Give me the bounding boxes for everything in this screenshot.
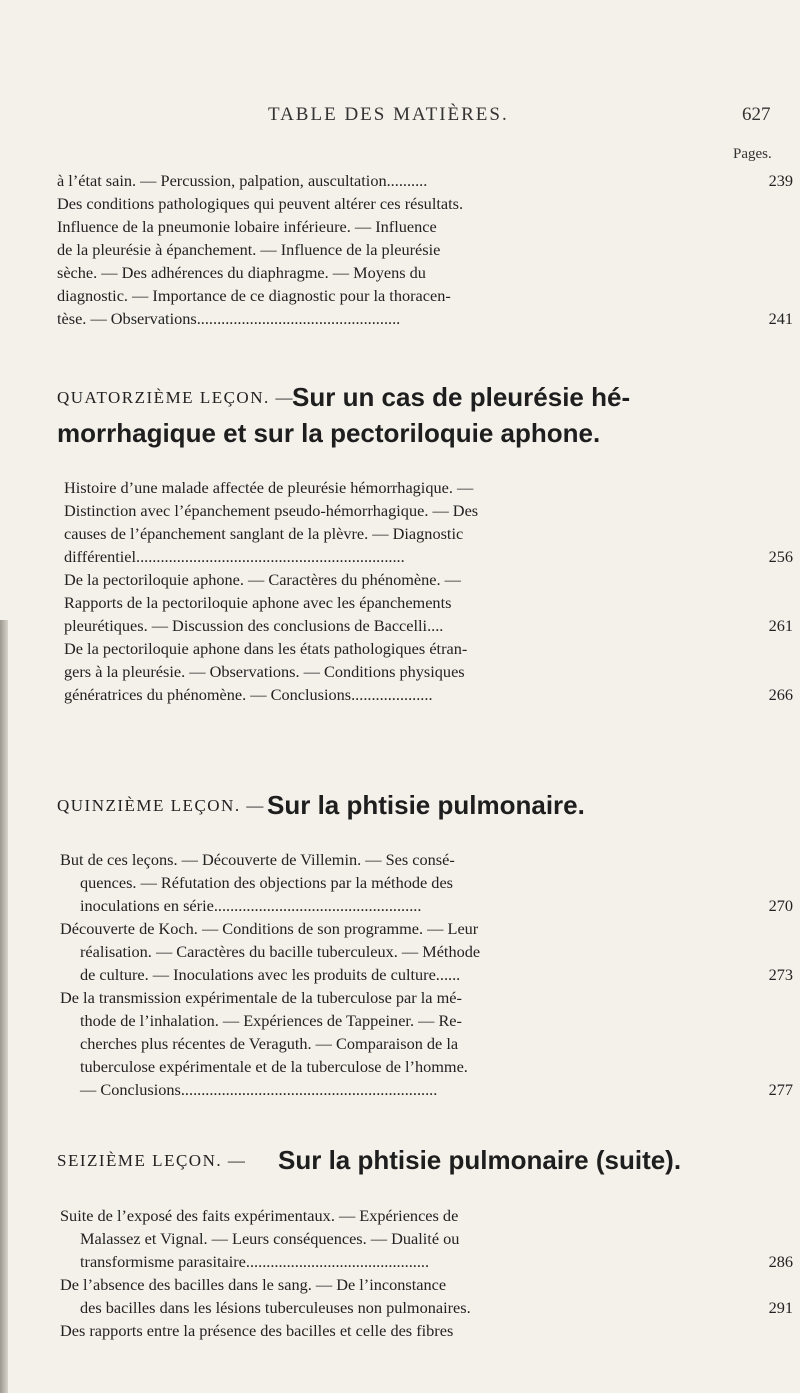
toc-line-text: But de ces leçons. — Découverte de Villemin. — Ses consé- (60, 850, 455, 869)
lesson-heading-15 (0, 790, 800, 826)
toc-line (0, 522, 800, 545)
toc-line (0, 1078, 800, 1101)
lesson-heading-16 (0, 1145, 800, 1181)
toc-line (0, 1250, 800, 1273)
toc-line (0, 1227, 800, 1250)
toc-line-text: De la pectoriloquie aphone. — Caractères du phénomène. — (64, 570, 461, 589)
toc-line-text: tuberculose expérimentale et de la tuberculose de l’homme. (80, 1057, 468, 1076)
lesson-title-continued: morrhagique et sur la pectoriloquie aphone. (57, 418, 601, 448)
toc-line (0, 568, 800, 591)
lesson-heading-14 (0, 382, 800, 454)
toc-line (0, 848, 800, 871)
toc-page-ref: 286 (768, 1252, 793, 1271)
toc-line-text: pleurétiques. — Discussion des conclusions de Baccelli.... (64, 616, 444, 635)
toc-page-ref: 270 (768, 896, 793, 915)
toc-page-ref: 239 (768, 171, 793, 190)
toc-line-text: de culture. — Inoculations avec les produits de culture...... (80, 965, 461, 984)
toc-line-text: cherches plus récentes de Veraguth. — Comparaison de la (80, 1034, 459, 1053)
toc-line-text: différentiel.................................................................. (64, 547, 405, 566)
toc-line (0, 660, 800, 683)
toc-line-text: génératrices du phénomène. — Conclusions.................... (64, 685, 433, 704)
lesson-16-entries (0, 1204, 800, 1342)
toc-line-text: Rapports de la pectoriloquie aphone avec les épanchements (64, 593, 452, 612)
toc-line-text: des bacilles dans les lésions tuberculeuses non pulmonaires. (80, 1298, 471, 1317)
toc-line (0, 476, 800, 499)
toc-line (0, 683, 800, 706)
toc-line (0, 499, 800, 522)
lesson-number: QUATORZIÈME LEÇON. — (57, 388, 294, 407)
lesson-number: SEIZIÈME LEÇON. — (57, 1151, 247, 1170)
toc-line (0, 169, 800, 192)
lesson-number: QUINZIÈME LEÇON. — (57, 796, 265, 815)
toc-line-text: transformisme parasitaire............................................. (80, 1252, 430, 1271)
toc-line (0, 871, 800, 894)
toc-line-text: inoculations en série................................................... (80, 896, 422, 915)
toc-line (0, 637, 800, 660)
toc-line-text: sèche. — Des adhérences du diaphragme. — Moyens du (57, 263, 426, 282)
toc-line (0, 1273, 800, 1296)
page-number: 627 (742, 104, 771, 125)
toc-line-text: diagnostic. — Importance de ce diagnostic pour la thoracen- (57, 286, 451, 305)
toc-line (0, 917, 800, 940)
toc-line (0, 545, 800, 568)
running-title: TABLE DES MATIÈRES. (268, 104, 509, 125)
toc-page-ref: 261 (768, 616, 793, 635)
toc-page-ref: 273 (768, 965, 793, 984)
toc-line-text: — Conclusions............................................................... (80, 1080, 438, 1099)
toc-line (0, 986, 800, 1009)
toc-page-ref: 241 (768, 309, 793, 328)
toc-line (0, 614, 800, 637)
toc-line (0, 215, 800, 238)
toc-line (0, 894, 800, 917)
toc-line (0, 1296, 800, 1319)
toc-line-text: quences. — Réfutation des objections par la méthode des (80, 873, 454, 892)
toc-line (0, 1009, 800, 1032)
toc-page-ref: 277 (768, 1080, 793, 1099)
toc-line-text: réalisation. — Caractères du bacille tuberculeux. — Méthode (80, 942, 481, 961)
toc-line-text: De la transmission expérimentale de la tuberculose par la mé- (60, 988, 462, 1007)
pages-column-label: Pages. (733, 146, 772, 162)
toc-line (0, 261, 800, 284)
toc-line-text: Influence de la pneumonie lobaire inférieure. — Influence (57, 217, 437, 236)
toc-line (0, 307, 800, 330)
toc-line-text: à l’état sain. — Percussion, palpation, auscultation.......... (57, 171, 428, 190)
toc-line-text: tèse. — Observations.................................................. (57, 309, 401, 328)
toc-line-text: Distinction avec l’épanchement pseudo-hémorrhagique. — Des (64, 501, 479, 520)
page-header (0, 104, 800, 128)
toc-line-text: Des rapports entre la présence des bacilles et celle des fibres (60, 1321, 454, 1340)
toc-line (0, 284, 800, 307)
toc-line-text: de la pleurésie à épanchement. — Influence de la pleurésie (57, 240, 441, 259)
toc-line-text: gers à la pleurésie. — Observations. — Conditions physiques (64, 662, 465, 681)
lesson-15-entries (0, 848, 800, 1101)
toc-line (0, 940, 800, 963)
toc-line-text: De l’absence des bacilles dans le sang. — De l’inconstance (60, 1275, 447, 1294)
toc-line-text: Des conditions pathologiques qui peuvent altérer ces résultats. (57, 194, 464, 213)
toc-line-text: Suite de l’exposé des faits expérimentaux. — Expériences de (60, 1206, 459, 1225)
lesson-title: Sur un cas de pleurésie hé- (292, 382, 631, 412)
lesson-title: Sur la phtisie pulmonaire (suite). (278, 1145, 682, 1175)
toc-page-ref: 256 (768, 547, 793, 566)
toc-page-ref: 291 (768, 1298, 793, 1317)
toc-line (0, 1204, 800, 1227)
toc-line-text: Découverte de Koch. — Conditions de son programme. — Leur (60, 919, 479, 938)
toc-line-text: De la pectoriloquie aphone dans les états pathologiques étran- (64, 639, 468, 658)
lesson-title: Sur la phtisie pulmonaire. (267, 790, 585, 820)
toc-line (0, 1055, 800, 1078)
toc-line (0, 591, 800, 614)
toc-line (0, 192, 800, 215)
toc-line-text: Histoire d’une malade affectée de pleurésie hémorrhagique. — (64, 478, 474, 497)
toc-line (0, 238, 800, 261)
toc-line (0, 963, 800, 986)
toc-line-text: causes de l’épanchement sanglant de la plèvre. — Diagnostic (64, 524, 464, 543)
toc-line-text: thode de l’inhalation. — Expériences de Tappeiner. — Re- (80, 1011, 462, 1030)
toc-entry-continued (0, 169, 800, 330)
toc-line-text: Malassez et Vignal. — Leurs conséquences. — Dualité ou (80, 1229, 460, 1248)
toc-line (0, 1319, 800, 1342)
toc-line (0, 1032, 800, 1055)
toc-page-ref: 266 (768, 685, 793, 704)
lesson-14-entries (0, 476, 800, 706)
